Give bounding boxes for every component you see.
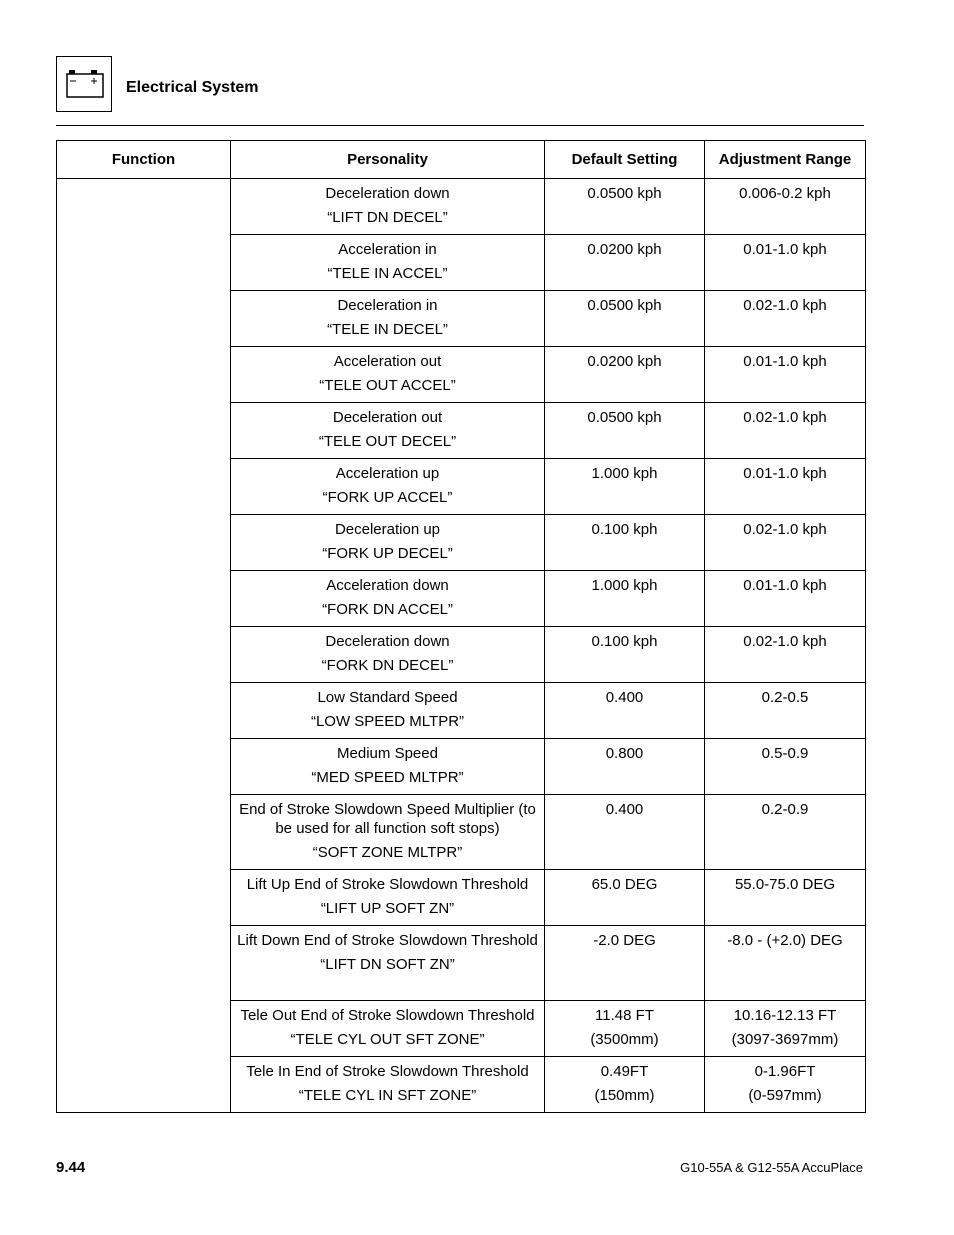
default-setting-cell [545, 1057, 705, 1113]
personality-name: Acceleration out [333, 353, 442, 370]
adjustment-range-cell [705, 683, 866, 739]
column-header-adjustment-range: Adjustment Range [705, 141, 866, 179]
default-setting-cell [545, 515, 705, 571]
table-header-row [57, 141, 866, 179]
default-value: -2.0 DEG [593, 932, 656, 949]
range-value: 0.01-1.0 kph [743, 241, 827, 258]
personality-code: “LIFT DN SOFT ZN” [320, 956, 455, 973]
default-setting-cell [545, 291, 705, 347]
personality-name: End of Stroke Slowdown Speed Multiplier (to be used for all function soft stops) [239, 801, 536, 837]
column-header-personality: Personality [231, 141, 545, 179]
personality-cell [231, 347, 545, 403]
default-value: 11.48 FT [595, 1007, 654, 1024]
personality-code: “TELE OUT DECEL” [318, 433, 457, 450]
range-value: 0.02-1.0 kph [743, 521, 827, 538]
personality-name: Deceleration down [325, 633, 450, 650]
model-label: G10-55A & G12-55A AccuPlace [680, 1160, 863, 1175]
adjustment-range-cell [705, 870, 866, 926]
adjustment-range-cell [705, 515, 866, 571]
range-value: -8.0 - (+2.0) DEG [727, 932, 843, 949]
default-setting-cell [545, 347, 705, 403]
personality-cell [231, 459, 545, 515]
personality-cell [231, 1001, 545, 1057]
personality-cell [231, 515, 545, 571]
personality-cell [231, 571, 545, 627]
personality-cell [231, 291, 545, 347]
personality-code: “LOW SPEED MLTPR” [310, 713, 465, 730]
personality-cell [231, 795, 545, 870]
adjustment-range-cell [705, 1001, 866, 1057]
personality-name: Medium Speed [337, 745, 438, 762]
personality-cell [231, 1057, 545, 1113]
function-cell [57, 179, 231, 1113]
default-setting-cell [545, 627, 705, 683]
adjustment-range-cell [705, 235, 866, 291]
default-value: 0.800 [605, 745, 644, 762]
adjustment-range-cell [705, 347, 866, 403]
personality-code: “TELE IN DECEL” [327, 321, 448, 338]
personality-code: “TELE IN ACCEL” [327, 265, 448, 282]
range-value: (3097-3697mm) [731, 1031, 839, 1048]
default-setting-cell [545, 235, 705, 291]
range-value: 0.5-0.9 [761, 745, 809, 762]
personality-name: Deceleration down [325, 185, 450, 202]
adjustment-range-cell [705, 459, 866, 515]
personality-code: “TELE OUT ACCEL” [319, 377, 456, 394]
default-value: 65.0 DEG [591, 876, 658, 893]
personality-code: “TELE CYL OUT SFT ZONE” [290, 1031, 485, 1048]
personality-name: Tele In End of Stroke Slowdown Threshold [246, 1063, 529, 1080]
range-value: 0.2-0.9 [761, 801, 809, 818]
personality-table [56, 140, 866, 1113]
section-title: Electrical System [126, 79, 259, 96]
default-value: 0.49FT [600, 1063, 649, 1080]
adjustment-range-cell [705, 291, 866, 347]
default-setting-cell [545, 795, 705, 870]
default-value: 0.100 kph [591, 521, 658, 538]
default-value: 0.0500 kph [587, 185, 662, 202]
personality-code: “FORK UP ACCEL” [322, 489, 453, 506]
adjustment-range-cell [705, 179, 866, 235]
range-value: 0.02-1.0 kph [743, 633, 827, 650]
personality-code: “FORK UP DECEL” [322, 545, 453, 562]
adjustment-range-cell [705, 795, 866, 870]
battery-icon [65, 69, 105, 99]
default-setting-cell [545, 683, 705, 739]
adjustment-range-cell [705, 926, 866, 1001]
column-header-function: Function [57, 141, 231, 179]
range-value: 0.006-0.2 kph [739, 185, 831, 202]
adjustment-range-cell [705, 571, 866, 627]
range-value: 10.16-12.13 FT [733, 1007, 837, 1024]
adjustment-range-cell [705, 627, 866, 683]
personality-cell [231, 235, 545, 291]
personality-cell [231, 683, 545, 739]
default-value: 0.0200 kph [587, 241, 662, 258]
personality-code: “FORK DN ACCEL” [322, 601, 453, 618]
default-value: 1.000 kph [591, 577, 658, 594]
range-value: 0.01-1.0 kph [743, 353, 827, 370]
personality-cell [231, 403, 545, 459]
range-value: 0.02-1.0 kph [743, 409, 827, 426]
personality-name: Acceleration down [326, 577, 449, 594]
personality-code: “TELE CYL IN SFT ZONE” [298, 1087, 477, 1104]
default-value: (150mm) [594, 1087, 655, 1104]
personality-name: Low Standard Speed [317, 689, 458, 706]
personality-cell [231, 627, 545, 683]
personality-cell [231, 926, 545, 1001]
personality-name: Acceleration in [338, 241, 437, 258]
default-setting-cell [545, 739, 705, 795]
default-setting-cell [545, 571, 705, 627]
default-value: 0.100 kph [591, 633, 658, 650]
default-value: 1.000 kph [591, 465, 658, 482]
personality-code: “MED SPEED MLTPR” [311, 769, 464, 786]
personality-name: Deceleration out [332, 409, 443, 426]
range-value: 55.0-75.0 DEG [734, 876, 836, 893]
range-value: 0-1.96FT [754, 1063, 816, 1080]
range-value: 0.02-1.0 kph [743, 297, 827, 314]
adjustment-range-cell [705, 739, 866, 795]
default-setting-cell [545, 403, 705, 459]
section-icon-box [56, 56, 112, 112]
table-body [57, 179, 866, 1113]
personality-cell [231, 739, 545, 795]
personality-name: Tele Out End of Stroke Slowdown Threshold [240, 1007, 535, 1024]
header-divider [56, 125, 864, 126]
range-value: 0.01-1.0 kph [743, 465, 827, 482]
range-value: 0.2-0.5 [761, 689, 809, 706]
personality-code: “LIFT DN DECEL” [327, 209, 448, 226]
personality-name: Lift Up End of Stroke Slowdown Threshold [246, 876, 529, 893]
default-value: 0.400 [605, 689, 644, 706]
personality-cell [231, 179, 545, 235]
default-setting-cell [545, 459, 705, 515]
default-setting-cell [545, 1001, 705, 1057]
personality-code: “FORK DN DECEL” [321, 657, 454, 674]
table-row [57, 179, 866, 235]
personality-code: “SOFT ZONE MLTPR” [312, 844, 463, 861]
personality-name: Lift Down End of Stroke Slowdown Threshold [237, 932, 538, 949]
default-value: (3500mm) [590, 1031, 659, 1048]
adjustment-range-cell [705, 1057, 866, 1113]
range-value: 0.01-1.0 kph [743, 577, 827, 594]
adjustment-range-cell [705, 403, 866, 459]
default-value: 0.400 [605, 801, 644, 818]
default-value: 0.0500 kph [587, 409, 662, 426]
personality-name: Deceleration up [334, 521, 441, 538]
page-number: 9.44 [56, 1159, 86, 1176]
default-value: 0.0500 kph [587, 297, 662, 314]
personality-name: Acceleration up [335, 465, 440, 482]
personality-cell [231, 870, 545, 926]
range-value: (0-597mm) [748, 1087, 822, 1104]
personality-name: Deceleration in [337, 297, 438, 314]
personality-code: “LIFT UP SOFT ZN” [320, 900, 455, 917]
default-setting-cell [545, 179, 705, 235]
default-setting-cell [545, 870, 705, 926]
column-header-default-setting: Default Setting [545, 141, 705, 179]
default-setting-cell [545, 926, 705, 1001]
default-value: 0.0200 kph [587, 353, 662, 370]
